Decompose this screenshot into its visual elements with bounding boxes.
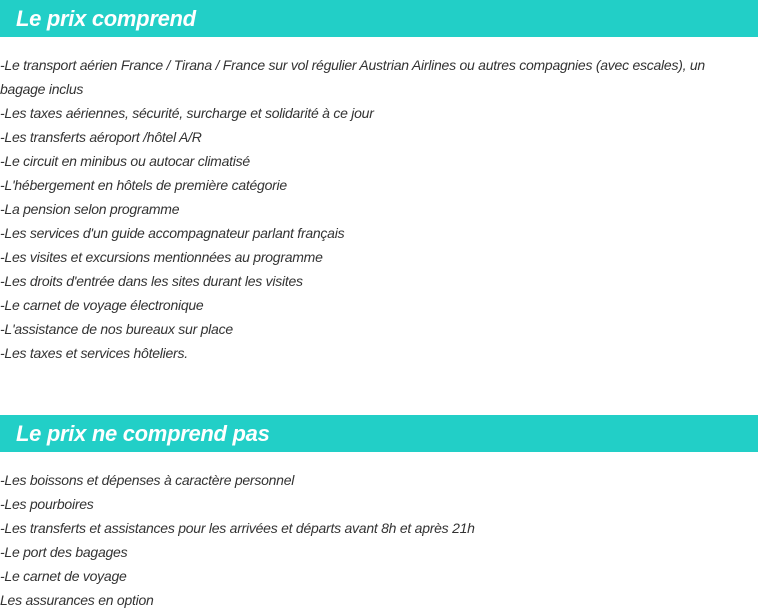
excluded-list — [0, 468, 752, 612]
list-item: -Les taxes et services hôteliers. — [0, 345, 188, 361]
list-item: -Les pourboires — [0, 496, 94, 512]
list-item: -Les taxes aériennes, sécurité, surcharge et solidarité à ce jour — [0, 105, 374, 121]
included-header — [0, 0, 758, 37]
excluded-title: Le prix ne comprend pas — [16, 421, 270, 446]
list-item: -L'assistance de nos bureaux sur place — [0, 321, 233, 337]
included-title: Le prix comprend — [16, 6, 196, 31]
list-item: Les assurances en option — [0, 592, 154, 608]
list-item: -Les transferts aéroport /hôtel A/R — [0, 129, 202, 145]
list-item: -La pension selon programme — [0, 201, 180, 217]
included-list — [0, 53, 752, 365]
list-item: -L'hébergement en hôtels de première catégorie — [0, 177, 287, 193]
list-item: -Le port des bagages — [0, 544, 128, 560]
list-item: -Le carnet de voyage — [0, 568, 127, 584]
list-item: -Les boissons et dépenses à caractère personnel — [0, 472, 295, 488]
list-item: -Le transport aérien France / Tirana / France sur vol régulier Austrian Airlines ou autres compagnies (avec escales), un bagage inclus — [0, 57, 705, 97]
list-item: -Les droits d'entrée dans les sites durant les visites — [0, 273, 303, 289]
excluded-header — [0, 415, 758, 452]
list-item: -Le carnet de voyage électronique — [0, 297, 204, 313]
list-item: -Les transferts et assistances pour les arrivées et départs avant 8h et après 21h — [0, 520, 475, 536]
list-item: -Le circuit en minibus ou autocar climatisé — [0, 153, 250, 169]
list-item: -Les services d'un guide accompagnateur parlant français — [0, 225, 345, 241]
list-item: -Les visites et excursions mentionnées au programme — [0, 249, 323, 265]
